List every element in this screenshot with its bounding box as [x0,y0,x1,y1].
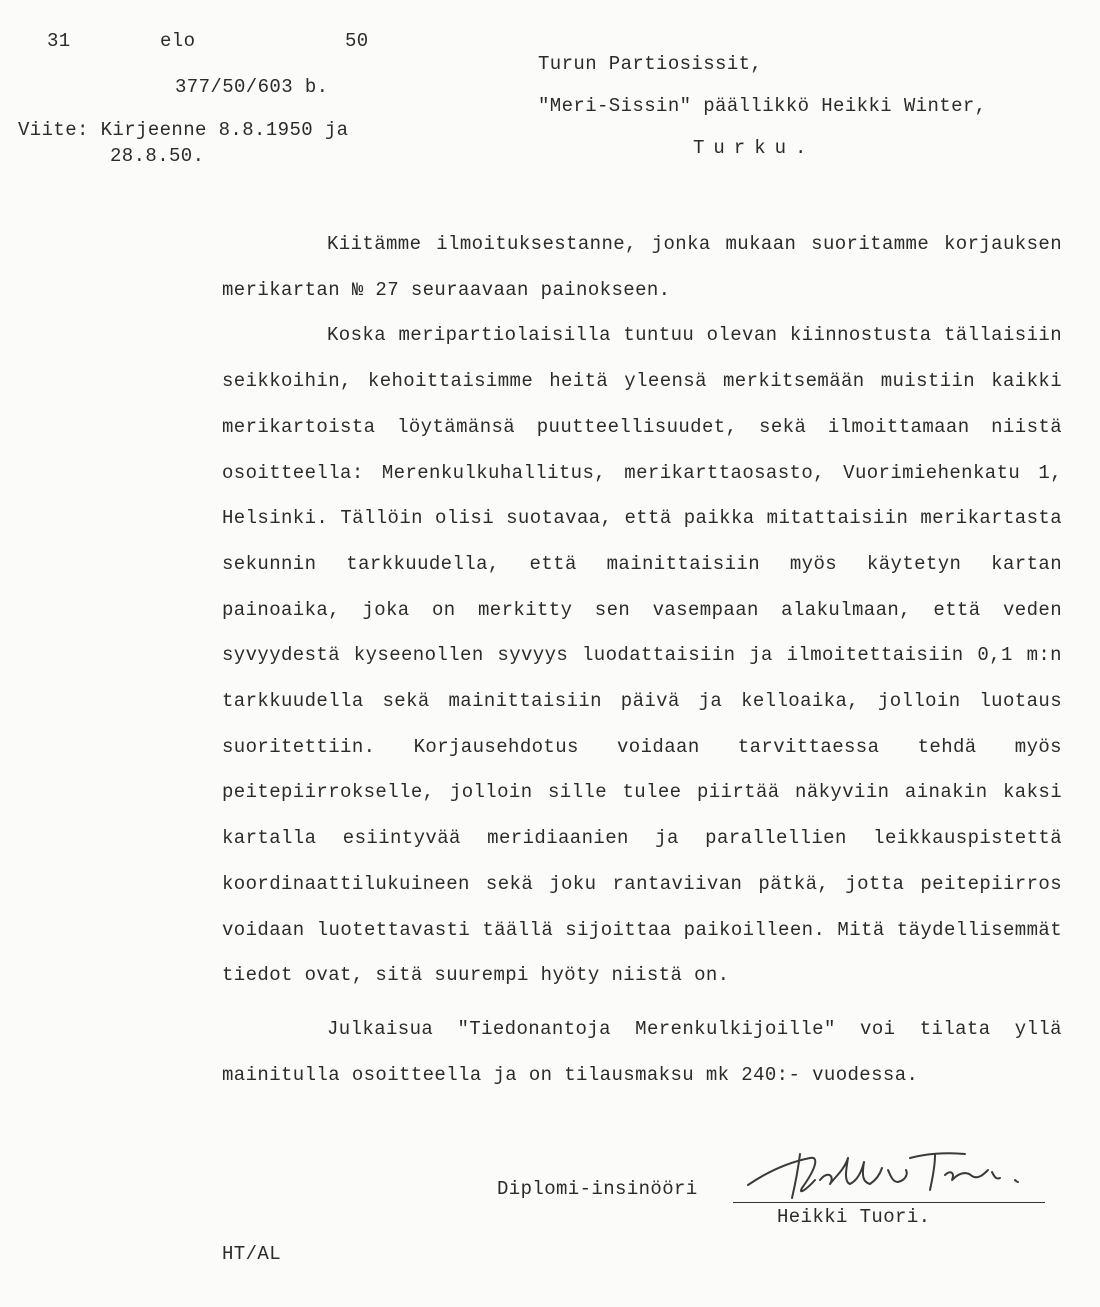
date-month: elo [160,30,196,52]
date-day: 31 [47,30,71,52]
date-year: 50 [345,30,369,52]
body-paragraph-2: Koska meripartiolaisilla tuntuu olevan kiinnostusta tällaisiin seikkoihin, kehoittaisimme heitä yleensä merkitsemään muistiin kaikki merikartoista löytämänsä puutteellisuudet, sekä ilmoittamaan niistä osoitteella: Merenkulkuhallitus, merikarttaosasto, Vuorimiehenkatu 1, Helsinki. Tällöin olisi suotavaa, että paikka mitattaisiin merikartasta sekunnin tarkkuudella, että mainittaisiin myös käytetyn kartan painoaika, joka on merkitty sen vasempaan alakulmaan, että veden syvyydestä kyseenollen syvyys luodattaisiin ja ilmoitettaisiin 0,1 m:n tarkkuudella sekä mainittaisiin päivä ja kelloaika, jolloin luotaus suoritettiin. Korjausehdotus voidaan tarvittaessa tehdä myös peitepiirrokselle, jolloin sille tulee piirtää näkyviin ainakin kaksi kartalla esiintyvää meridiaanien ja parallellien leikkauspistettä koordinaattilukuineen sekä joku rantaviivan pätkä, jotta peitepiirros voidaan luotettavasti täällä sijoittaa paikoilleen. Mitä täydellisemmät tiedot ovat, sitä suurempi hyöty niistä on. [222,324,1062,987]
body-paragraph-3: Julkaisua "Tiedonantoja Merenkulkijoille" voi tilata yllä mainitulla osoitteella ja on tilausmaksu mk 240:- vuodessa. [222,1017,1062,1086]
recipient-city: Turku. [693,137,816,159]
signer-name: Heikki Tuori. [777,1206,931,1228]
letter-body [222,222,1062,1098]
signer-title: Diplomi-insinööri [497,1178,698,1200]
body-paragraph-1: Kiitämme ilmoituksestanne, jonka mukaan suoritamme korjauksen merikartan № 27 seuraavaan painokseen. [222,233,1062,301]
viite-line-1: Viite: Kirjeenne 8.8.1950 ja [18,119,349,141]
reference-number: 377/50/603 b. [175,76,329,98]
recipient-line-1: Turun Partiosissit, [538,53,763,75]
typist-initials: HT/AL [222,1243,282,1265]
recipient-line-2: "Meri-Sissin" päällikkö Heikki Winter, [538,95,987,117]
signature-line [733,1202,1045,1203]
viite-line-2: 28.8.50. [110,145,205,167]
handwritten-signature [740,1140,1040,1210]
